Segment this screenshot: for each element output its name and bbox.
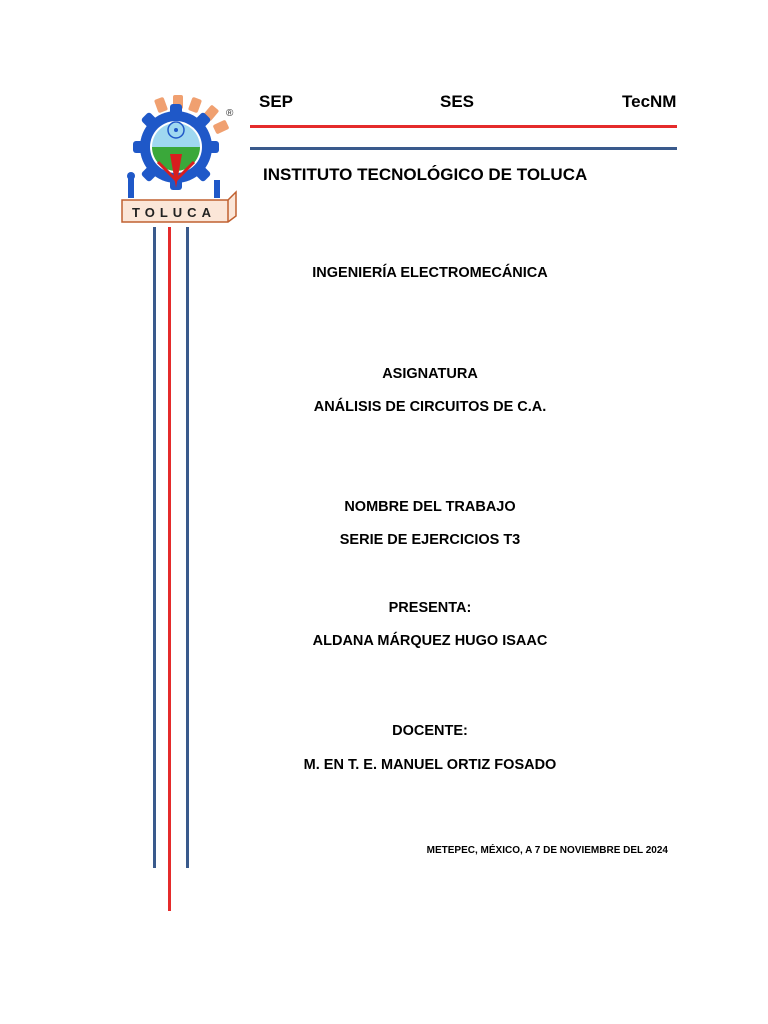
presenter-name: ALDANA MÁRQUEZ HUGO ISAAC [312, 633, 548, 649]
subject-label: ASIGNATURA [382, 366, 478, 382]
gear-emblem-icon [118, 92, 242, 226]
institute-title: INSTITUTO TECNOLÓGICO DE TOLUCA [263, 165, 588, 184]
svg-text:TOLUCA: TOLUCA [132, 205, 216, 220]
teacher-label: DOCENTE: [392, 723, 468, 739]
tecnm-label: TecNM [622, 92, 677, 111]
institute-logo [118, 92, 242, 226]
red-vline [168, 227, 171, 911]
ses-label: SES [440, 92, 475, 111]
header-blue-rule [250, 147, 677, 150]
left-blue-vline [153, 227, 156, 868]
work-name: SERIE DE EJERCICIOS T3 [339, 532, 521, 548]
subject-name: ANÁLISIS DE CIRCUITOS DE C.A. [313, 399, 547, 415]
sep-label: SEP [259, 92, 294, 111]
header-red-rule [250, 125, 677, 128]
place-date: METEPEC, MÉXICO, A 7 DE NOVIEMBRE DEL 2024 [426, 845, 668, 856]
svg-text:®: ® [226, 108, 234, 119]
presenter-label: PRESENTA: [388, 600, 472, 616]
right-blue-vline [186, 227, 189, 868]
career-name: INGENIERÍA ELECTROMECÁNICA [312, 265, 548, 281]
work-label: NOMBRE DEL TRABAJO [344, 499, 516, 515]
teacher-name: M. EN T. E. MANUEL ORTIZ FOSADO [303, 757, 557, 773]
